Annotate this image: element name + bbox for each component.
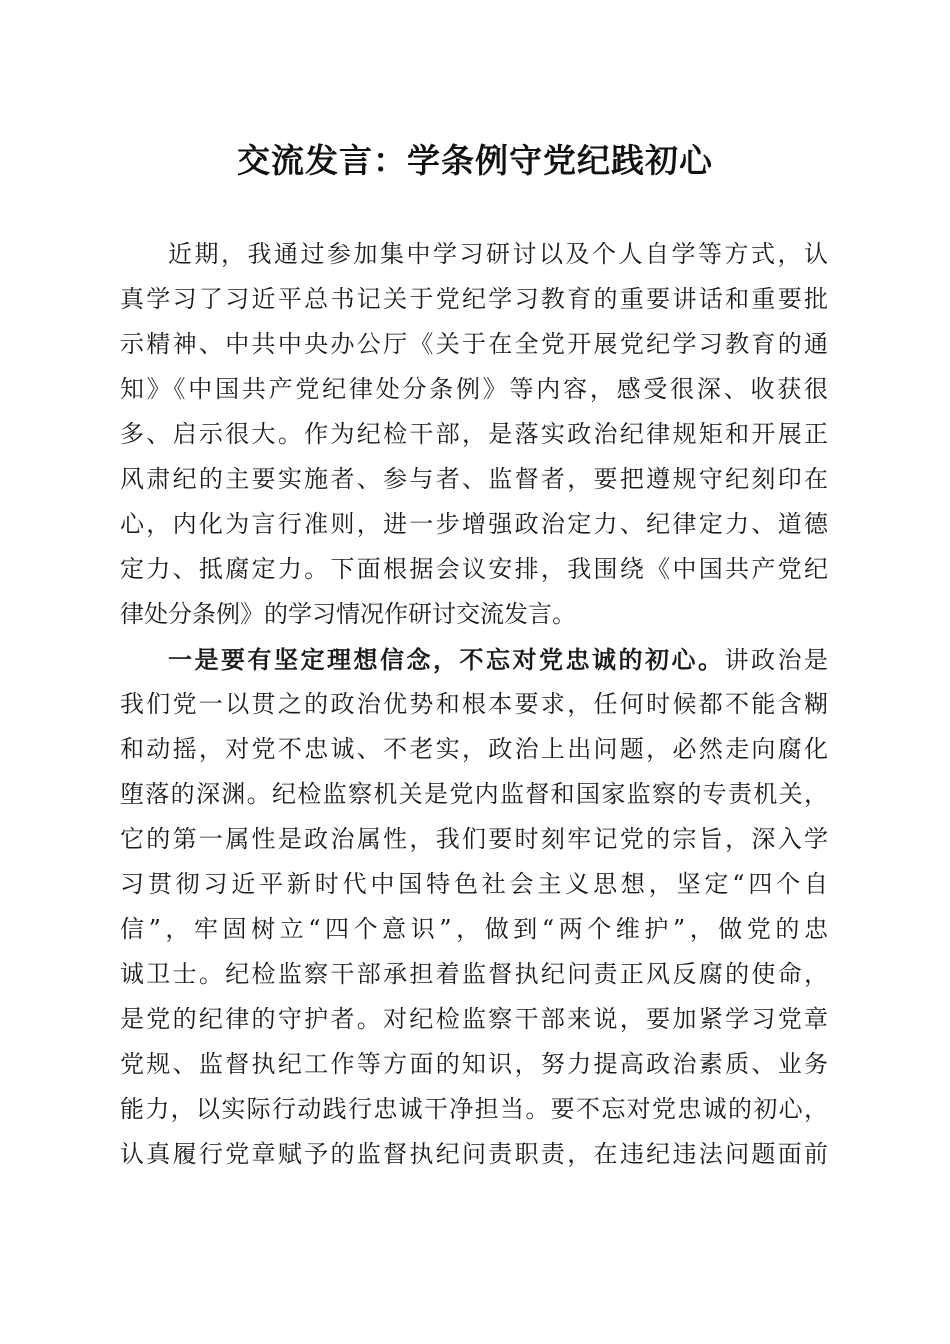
- text-line: 风肃纪的主要实施者、参与者、监督者，要把遵规守纪刻印在: [120, 465, 828, 493]
- text-line-lead: [120, 637, 828, 682]
- text-line: 能力，以实际行动践行忠诚干净担当。要不忘对党忠诚的初心，: [120, 1095, 828, 1123]
- text-line: 认真履行党章赋予的监督执纪问责职责，在违纪违法问题面前: [120, 1140, 828, 1168]
- text-line: 多、启示很大。作为纪检干部，是落实政治纪律规矩和开展正: [120, 420, 828, 448]
- text-line: 我们党一以贯之的政治优势和根本要求，任何时候都不能含糊: [120, 690, 828, 718]
- paragraph-2: [120, 637, 828, 1177]
- text-line: 示精神、中共中央办公厅《关于在全党开展党纪学习教育的通: [120, 330, 828, 358]
- section-heading: 一是要有坚定理想信念，不忘对党忠诚的初心。: [168, 645, 725, 674]
- text-line: 习贯彻习近平新时代中国特色社会主义思想，坚定“四个自: [120, 870, 828, 898]
- text-line: 是党的纪律的守护者。对纪检监察干部来说，要加紧学习党章: [120, 1005, 828, 1033]
- text-line: 和动摇，对党不忠诚、不老实，政治上出问题，必然走向腐化: [120, 735, 828, 763]
- text-line: 堕落的深渊。纪检监察机关是党内监督和国家监察的专责机关，: [120, 780, 828, 808]
- document-body: [120, 232, 828, 1177]
- text-line: 它的第一属性是政治属性，我们要时刻牢记党的宗旨，深入学: [120, 825, 828, 853]
- document-title: 交流发言：学条例守党纪践初心: [237, 141, 713, 180]
- text-line: 知》《中国共产党纪律处分条例》等内容，感受很深、收获很: [120, 375, 828, 403]
- text-line: 真学习了习近平总书记关于党纪学习教育的重要讲话和重要批: [120, 285, 828, 313]
- text-line: 信”，牢固树立“四个意识”，做到“两个维护”，做党的忠: [120, 915, 828, 943]
- text-line: 近期，我通过参加集中学习研讨以及个人自学等方式，认: [168, 240, 828, 268]
- paragraph-1: [120, 232, 828, 637]
- text-line: 定力、抵腐定力。下面根据会议安排，我围绕《中国共产党纪: [120, 555, 828, 583]
- text-line: 党规、监督执纪工作等方面的知识，努力提高政治素质、业务: [120, 1050, 828, 1078]
- text-line: 诚卫士。纪检监察干部承担着监督执纪问责正风反腐的使命，: [120, 960, 828, 988]
- text-line: 律处分条例》的学习情况作研讨交流发言。: [120, 600, 576, 628]
- text-line: 心，内化为言行准则，进一步增强政治定力、纪律定力、道德: [120, 510, 828, 538]
- text-fragment: 讲政治是: [724, 646, 828, 674]
